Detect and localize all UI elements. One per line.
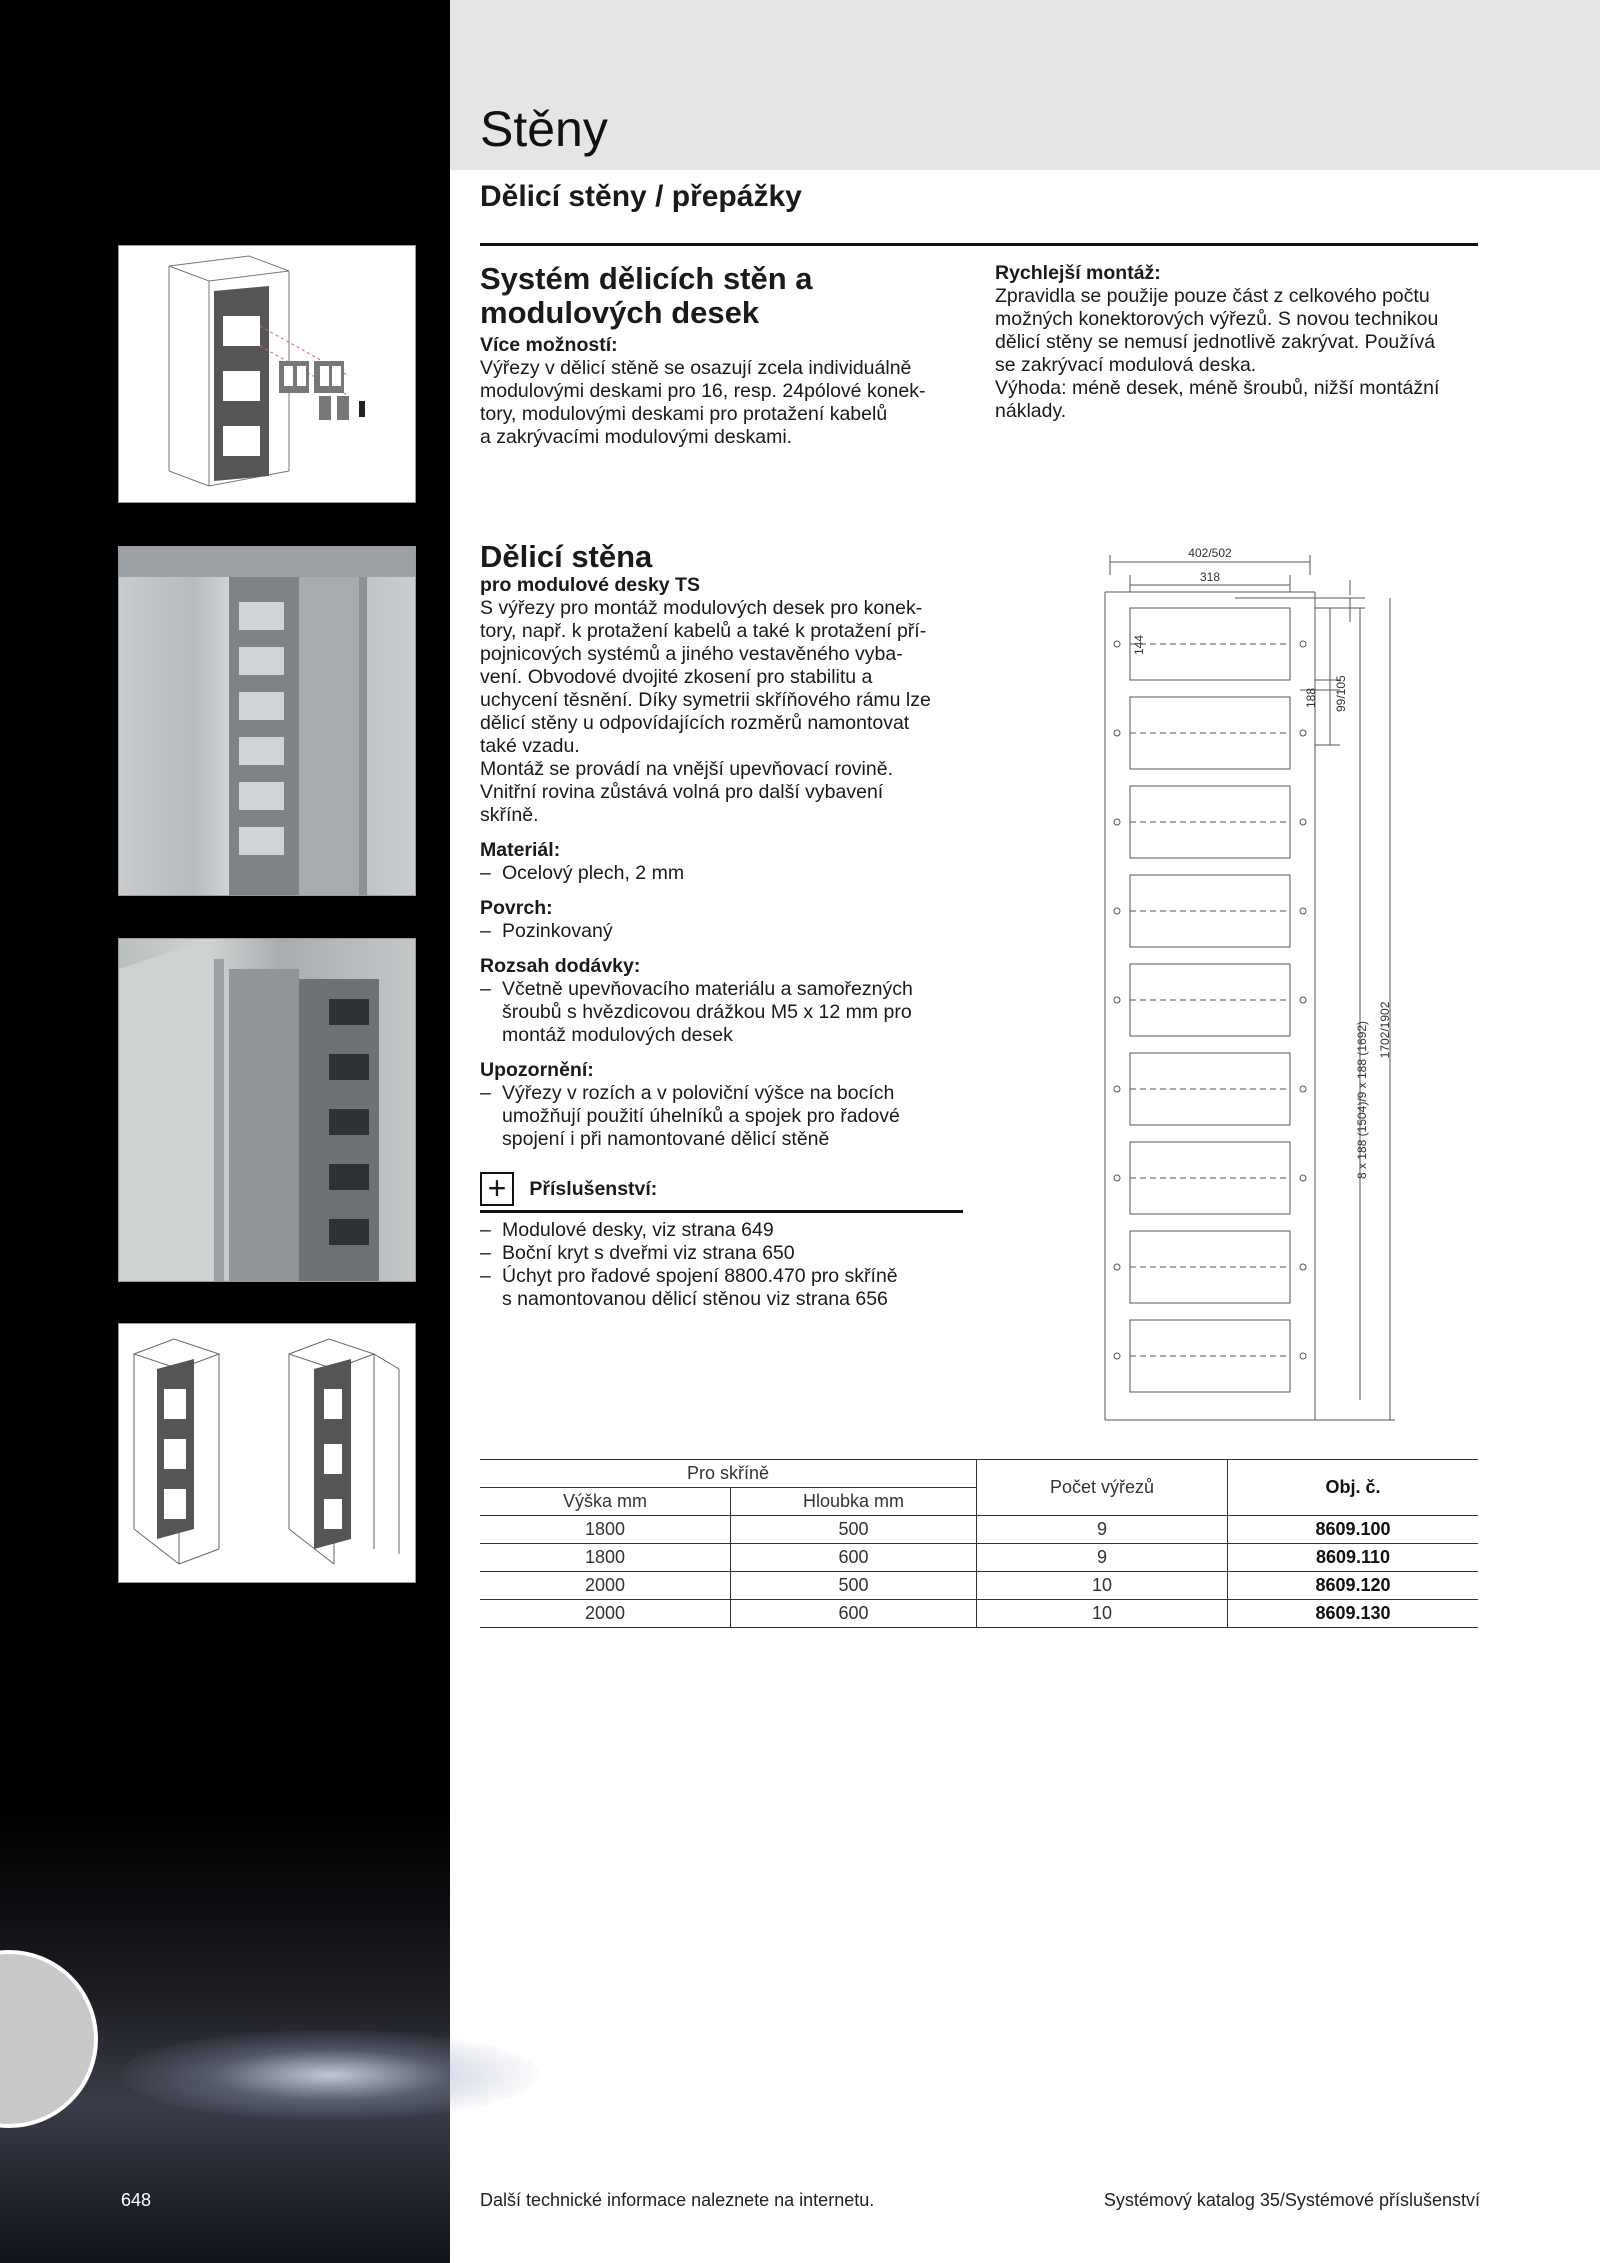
header-rule <box>480 243 1478 246</box>
page-subtitle: Dělicí stěny / přepážky <box>480 180 802 213</box>
more-options-title: Více možností: <box>480 334 618 356</box>
cell-order: 8609.110 <box>1315 1547 1391 1567</box>
text-line: skříně. <box>480 804 539 826</box>
page-number: 648 <box>121 2190 152 2210</box>
mounting-hole <box>1300 997 1306 1003</box>
intro-left <box>480 262 960 449</box>
text-line: umožňují použití úhelníků a spojek pro řadové <box>502 1105 900 1127</box>
col-count: Počet výřezů <box>977 1460 1228 1516</box>
cell-height: 2000 <box>480 1600 731 1628</box>
text-line: náklady. <box>995 400 1067 422</box>
text-line: šroubů s hvězdicovou drážkou M5 x 12 mm pro <box>502 1001 912 1023</box>
cell-height: 1800 <box>480 1516 731 1544</box>
faster-assembly-title: Rychlejší montáž: <box>995 262 1161 284</box>
text-line: – Modulové desky, viz strana 649 <box>502 1219 774 1241</box>
table-row <box>480 1516 1478 1544</box>
cell-count: 10 <box>977 1600 1228 1628</box>
cabinet-photo-1 <box>118 546 416 896</box>
header-band <box>450 0 1600 170</box>
delivery-title: Rozsah dodávky: <box>480 955 641 977</box>
product-section <box>480 540 970 1151</box>
cell-count: 10 <box>977 1572 1228 1600</box>
text-line: Výhoda: méně desek, méně šroubů, nižší montážní <box>995 377 1440 399</box>
text-line: montáž modulových desek <box>502 1024 733 1046</box>
mounting-hole <box>1300 1353 1306 1359</box>
text-line: s namontovanou dělicí stěnou viz strana 656 <box>502 1288 888 1310</box>
text-line: modulovými deskami pro 16, resp. 24pólové konek- <box>480 380 926 402</box>
mounting-hole <box>1300 730 1306 736</box>
material-value: – Ocelový plech, 2 mm <box>480 862 970 885</box>
cell-order: 8609.100 <box>1315 1519 1391 1539</box>
accessories-section <box>480 1172 963 1311</box>
cell-depth: 600 <box>731 1600 977 1628</box>
plus-icon: + <box>480 1172 514 1206</box>
accessory-item <box>480 1242 963 1265</box>
dim-pitch: 188 <box>1304 687 1318 708</box>
delivery-item <box>480 978 970 1047</box>
text-line: spojení i při namontované dělicí stěně <box>502 1128 830 1150</box>
cell-count: 9 <box>977 1516 1228 1544</box>
text-line: tory, např. k protažení kabelů a také k protažení pří- <box>480 620 927 642</box>
intro-right <box>995 262 1485 423</box>
product-table <box>480 1459 1478 1628</box>
mounting-hole <box>1300 819 1306 825</box>
text-line: – Výřezy v rozích a v poloviční výšce na bocích <box>502 1082 895 1104</box>
text-line: Výřezy v dělicí stěně se osazují zcela individuálně <box>480 357 912 379</box>
accessory-item <box>480 1265 963 1311</box>
mounting-hole <box>1114 819 1120 825</box>
mounting-hole <box>1300 1086 1306 1092</box>
surface-title: Povrch: <box>480 897 553 919</box>
text-line: možných konektorových výřezů. S novou technikou <box>995 308 1439 330</box>
mounting-hole <box>1300 641 1306 647</box>
mounting-hole <box>1114 730 1120 736</box>
note-item <box>480 1082 970 1151</box>
text-line: tory, modulovými deskami pro protažení kabelů <box>480 403 888 425</box>
material-title: Materiál: <box>480 839 561 861</box>
dim-height: 1702/1902 <box>1378 1001 1392 1059</box>
note-title: Upozornění: <box>480 1059 594 1081</box>
mounting-hole <box>1114 997 1120 1003</box>
dim-inner-width: 318 <box>1199 570 1221 584</box>
mounting-hole <box>1114 641 1120 647</box>
text-line: pojnicových systémů a jiného vestavěného vyba- <box>480 643 903 665</box>
text-line: – Úchyt pro řadové spojení 8800.470 pro skříně <box>502 1265 898 1287</box>
text-line: Montáž se provádí na vnější upevňovací rovině. <box>480 758 893 780</box>
surface-value: – Pozinkovaný <box>480 920 970 943</box>
cell-height: 1800 <box>480 1544 731 1572</box>
cell-depth: 500 <box>731 1572 977 1600</box>
technical-drawing <box>1060 540 1460 1440</box>
product-subheading: pro modulové desky TS <box>480 574 700 596</box>
cell-order: 8609.120 <box>1315 1575 1391 1595</box>
text-line: dělicí stěny u odpovídajících rozměrů namontovat <box>480 712 910 734</box>
text-line: vení. Obvodové dvojité zkosení pro stabilitu a <box>480 666 873 688</box>
table-row <box>480 1600 1478 1628</box>
mounting-hole <box>1114 1353 1120 1359</box>
page-title: Stěny <box>480 101 608 157</box>
cabinet-line-drawings <box>118 1323 416 1583</box>
text-line: se zakrývací modulová deska. <box>995 354 1257 376</box>
text-line: S výřezy pro montáž modulových desek pro konek- <box>480 597 923 619</box>
cell-depth: 500 <box>731 1516 977 1544</box>
product-heading: Dělicí stěna <box>480 539 653 574</box>
text-line: také vzadu. <box>480 735 580 757</box>
text-line: – Včetně upevňovacího materiálu a samořezných <box>502 978 913 1000</box>
dim-outer-width: 402/502 <box>1188 546 1232 560</box>
dim-cutout: 144 <box>1132 634 1146 655</box>
mounting-hole <box>1300 1175 1306 1181</box>
cell-order: 8609.130 <box>1315 1603 1391 1623</box>
mounting-hole <box>1300 908 1306 914</box>
footer-left: Další technické informace naleznete na internetu. <box>480 2190 875 2210</box>
text-line: Vnitřní rovina zůstává volná pro další vybavení <box>480 781 884 803</box>
text-line: dělicí stěny se nemusí jednotlivě zakrývat. Používá <box>995 331 1436 353</box>
partition-system-illustration <box>118 245 416 503</box>
accessory-item <box>480 1219 963 1242</box>
cell-count: 9 <box>977 1544 1228 1572</box>
mounting-hole <box>1300 1264 1306 1270</box>
dim-total: 8 x 188 (1504)/9 x 188 (1692) <box>1355 1020 1369 1180</box>
mounting-hole <box>1114 908 1120 914</box>
col-order: Obj. č. <box>1325 1477 1381 1497</box>
col-height: Výška mm <box>480 1488 731 1516</box>
more-options-text <box>480 357 960 449</box>
table-row <box>480 1572 1478 1600</box>
accessories-title: Příslušenství: <box>529 1177 658 1200</box>
mounting-hole <box>1114 1086 1120 1092</box>
product-description <box>480 597 970 827</box>
light-glow-decoration <box>120 2030 540 2120</box>
table-row <box>480 1544 1478 1572</box>
faster-assembly-text <box>995 285 1485 423</box>
mounting-hole <box>1114 1175 1120 1181</box>
text-line: uchycení těsnění. Díky symetrii skříňového rámu lze <box>480 689 931 711</box>
dim-cutout-height: 99/105 <box>1334 675 1348 712</box>
text-line: Zpravidla se použije pouze část z celkového počtu <box>995 285 1430 307</box>
col-depth: Hloubka mm <box>731 1488 977 1516</box>
footer-right: Systémový katalog 35/Systémové příslušenství <box>1103 2190 1480 2210</box>
cell-depth: 600 <box>731 1544 977 1572</box>
intro-heading: Systém dělicích stěn a modulových desek <box>480 261 813 330</box>
text-line: a zakrývacími modulovými deskami. <box>480 426 793 448</box>
cell-height: 2000 <box>480 1572 731 1600</box>
cabinet-photo-2 <box>118 938 416 1282</box>
group-header: Pro skříně <box>480 1460 977 1488</box>
text-line: – Boční kryt s dveřmi viz strana 650 <box>502 1242 795 1264</box>
mounting-hole <box>1114 1264 1120 1270</box>
